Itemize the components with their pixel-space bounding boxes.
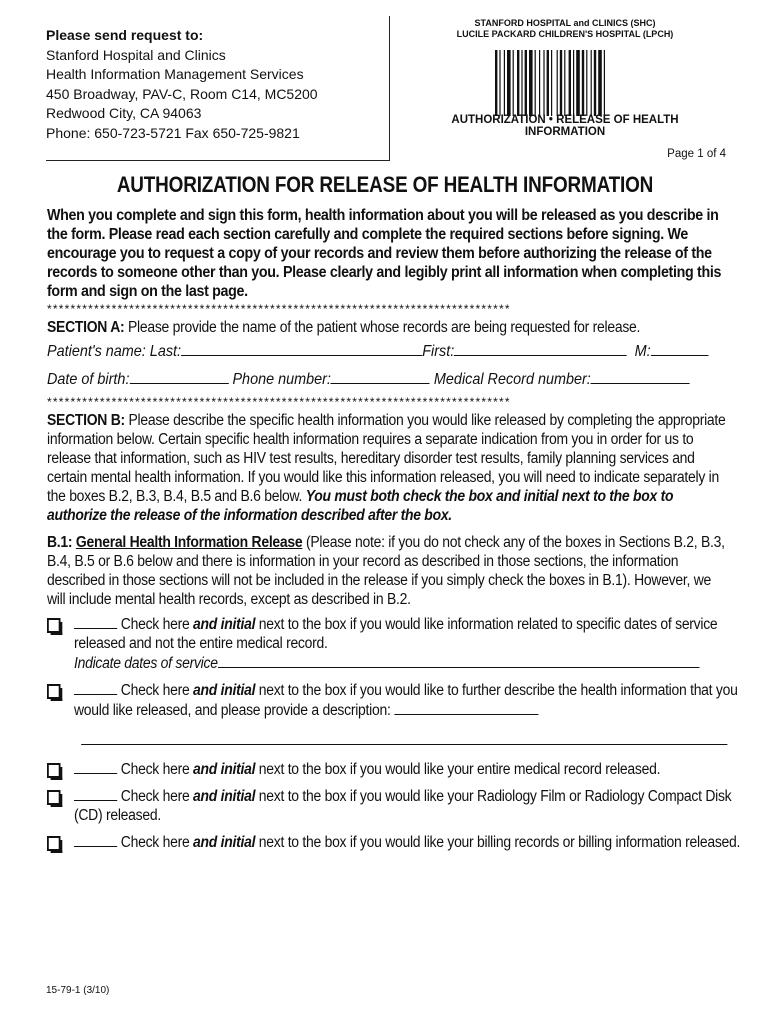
page-title: AUTHORIZATION FOR RELEASE OF HEALTH INFORMATION — [116, 172, 654, 197]
initial-field[interactable] — [74, 833, 117, 847]
header-divider-vertical — [389, 16, 390, 161]
option-text: next to the box if you would like your entire medical record released. — [255, 761, 661, 778]
description-field[interactable] — [394, 700, 538, 715]
mrn-label: Medical Record number: — [433, 371, 591, 388]
b1-instructions — [47, 533, 727, 609]
option-describe-information — [47, 681, 754, 750]
section-a-label: SECTION A: — [47, 319, 125, 336]
b1-title: General Health Information Release — [75, 534, 303, 551]
hospital-name-lpch: LUCILE PACKARD CHILDREN'S HOSPITAL (LPCH) — [456, 29, 674, 39]
hospital-name-shc: STANFORD HOSPITAL and CLINICS (SHC) — [474, 18, 656, 28]
option-radiology — [47, 787, 754, 825]
section-b-text: Please describe the specific health information you would like released by completing the appropriate information below. Certain specific health information requires a separate indication from you in order for us to release that information, such as HIV test results, hereditary disorder test results, family planning services and certain mental health information. If you would like this information released, you will need to indicate separately in the boxes B.2, B.3, B.4, B.5 and B.6 below. — [47, 412, 726, 505]
section-b-emphasis: You must both check the box and initial next to the box to authorize the release of the information described after the box. — [47, 488, 674, 524]
check-prefix: Check here — [117, 788, 194, 805]
option-entire-record — [47, 760, 754, 779]
section-b-instructions — [47, 411, 727, 525]
middle-initial-label: M: — [634, 343, 651, 360]
header-divider-horizontal — [46, 160, 390, 161]
phone-label: Phone number: — [232, 371, 331, 388]
initial-field[interactable] — [74, 681, 117, 695]
last-name-label: Patient's name: Last: — [47, 343, 182, 360]
check-prefix: Check here — [117, 834, 194, 851]
form-name-line2: INFORMATION — [524, 126, 606, 138]
first-name-field[interactable] — [454, 341, 627, 356]
check-prefix: Check here — [117, 761, 194, 778]
initial-field[interactable] — [74, 760, 117, 774]
form-name — [402, 114, 728, 138]
barcode-icon — [495, 50, 627, 116]
option-text: next to the box if you would like to further describe the health information that you would like released, and please provide a description: — [74, 682, 738, 719]
request-label: Please send request to: — [46, 27, 204, 43]
and-initial-emphasis: and initial — [193, 616, 256, 633]
option-text: next to the box if you would like your billing records or billing information released. — [255, 834, 741, 851]
section-a-text: Please provide the name of the patient whose records are being requested for release. — [124, 319, 641, 336]
and-initial-emphasis: and initial — [193, 834, 256, 851]
intro-paragraph: When you complete and sign this form, health information about you will be released as you describe in the form. Please read each section carefully and complete the required sections before signing. We encourage you to request a copy of your records and review them before authorizing the release of the records to someone other than you. Please clearly and legibly print all information when completing this form and sign on the last page. — [47, 207, 722, 300]
b1-label: B.1: — [47, 534, 73, 551]
patient-detail-fields — [47, 367, 727, 393]
dates-of-service-row — [74, 653, 754, 673]
initial-field[interactable] — [74, 615, 117, 629]
dob-label: Date of birth: — [47, 371, 130, 388]
check-prefix: Check here — [117, 682, 194, 699]
mrn-field[interactable] — [591, 369, 690, 384]
dob-field[interactable] — [129, 369, 228, 384]
checkbox[interactable] — [47, 790, 61, 805]
address-line: Health Information Management Services — [46, 66, 304, 82]
form-header — [0, 0, 770, 160]
address-line: 450 Broadway, PAV-C, Room C14, MC5200 — [46, 85, 318, 102]
form-name-line1: AUTHORIZATION • RELEASE OF HEALTH — [451, 114, 679, 126]
description-line-row — [74, 730, 754, 750]
and-initial-emphasis: and initial — [193, 682, 256, 699]
b1-text: (Please note: if you do not check any of the boxes in Sections B.2, B.3, B.4, B.5 or B.6 below and there is information in your record as described in those sections, the information described in those sections will not be included in the release if you simply check the boxes in B.1). However, we will include mental health records, except as described in B.2. — [47, 534, 725, 608]
option-dates-of-service — [47, 615, 754, 673]
address-line: Stanford Hospital and Clinics — [46, 46, 226, 63]
option-billing — [47, 833, 754, 852]
address-line: Redwood City, CA 94063 — [46, 105, 202, 121]
hospital-block — [402, 18, 728, 138]
separator: ******************************************************************************* — [47, 395, 511, 409]
middle-initial-field[interactable] — [651, 341, 709, 356]
checkbox[interactable] — [47, 684, 61, 699]
dates-of-service-field[interactable] — [218, 653, 700, 668]
form-number: 15-79-1 (3/10) — [46, 985, 110, 996]
and-initial-emphasis: and initial — [193, 761, 256, 778]
option-text: next to the box if you would like your Radiology Film or Radiology Compact Disk (CD) released. — [74, 788, 732, 824]
description-field-line2[interactable] — [81, 730, 727, 745]
separator: ******************************************************************************* — [47, 302, 511, 316]
address-line: Phone: 650-723-5721 Fax 650-725-9821 — [46, 124, 300, 141]
dates-of-service-label: Indicate dates of service — [74, 655, 218, 672]
checkbox[interactable] — [47, 836, 61, 851]
first-name-label: First: — [422, 343, 455, 360]
form-body — [47, 206, 741, 852]
patient-name-fields — [47, 339, 727, 365]
checkbox[interactable] — [47, 763, 61, 778]
checkbox[interactable] — [47, 618, 61, 633]
check-prefix: Check here — [117, 616, 194, 633]
phone-field[interactable] — [331, 369, 430, 384]
option-text: next to the box if you would like information related to specific dates of service released and not the entire medical record. — [74, 616, 718, 652]
mailing-address — [46, 26, 386, 143]
section-b-label: SECTION B: — [47, 412, 125, 429]
initial-field[interactable] — [74, 787, 117, 801]
and-initial-emphasis: and initial — [193, 788, 256, 805]
last-name-field[interactable] — [181, 341, 422, 356]
page-number: Page 1 of 4 — [667, 148, 726, 160]
section-a-instructions — [47, 318, 727, 337]
